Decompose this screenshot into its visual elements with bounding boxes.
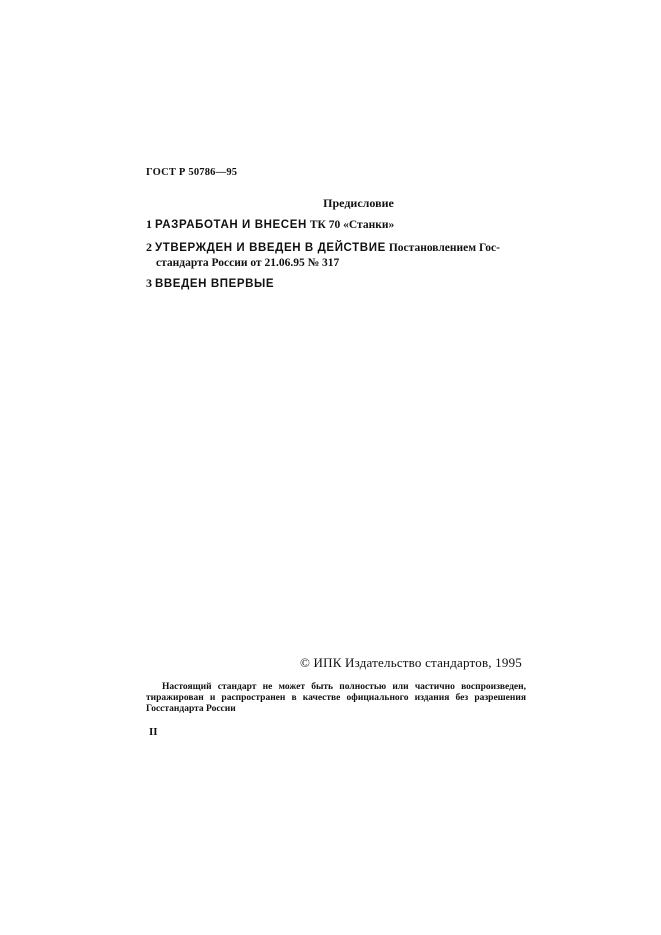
item-heading: РАЗРАБОТАН И ВНЕСЕН	[155, 219, 307, 231]
reproduction-notice: Настоящий стандарт не может быть полностью или частично воспроизведен, тиражирован и распространен в качестве официального издания без разрешения Госстандарта России	[146, 682, 526, 714]
page-number: II	[149, 726, 158, 738]
section-title: Предисловие	[323, 196, 394, 210]
item-text-continuation: стандарта России от 21.06.95 № 317	[156, 257, 340, 269]
item-number: 3	[146, 276, 152, 290]
document-code: ГОСТ Р 50786—95	[146, 167, 238, 178]
copyright-line: © ИПК Издательство стандартов, 1995	[300, 655, 522, 670]
preface-item-3	[146, 276, 526, 292]
item-text: ТК 70 «Станки»	[309, 219, 395, 231]
item-number: 2	[146, 240, 152, 254]
item-heading: ВВЕДЕН ВПЕРВЫЕ	[155, 278, 275, 290]
item-text: Постановлением Гос-	[388, 242, 500, 254]
preface-item-2	[146, 240, 526, 271]
item-number: 1	[146, 217, 152, 231]
item-heading: УТВЕРЖДЕН И ВВЕДЕН В ДЕЙСТВИЕ	[155, 242, 386, 254]
preface-item-1	[146, 217, 526, 233]
